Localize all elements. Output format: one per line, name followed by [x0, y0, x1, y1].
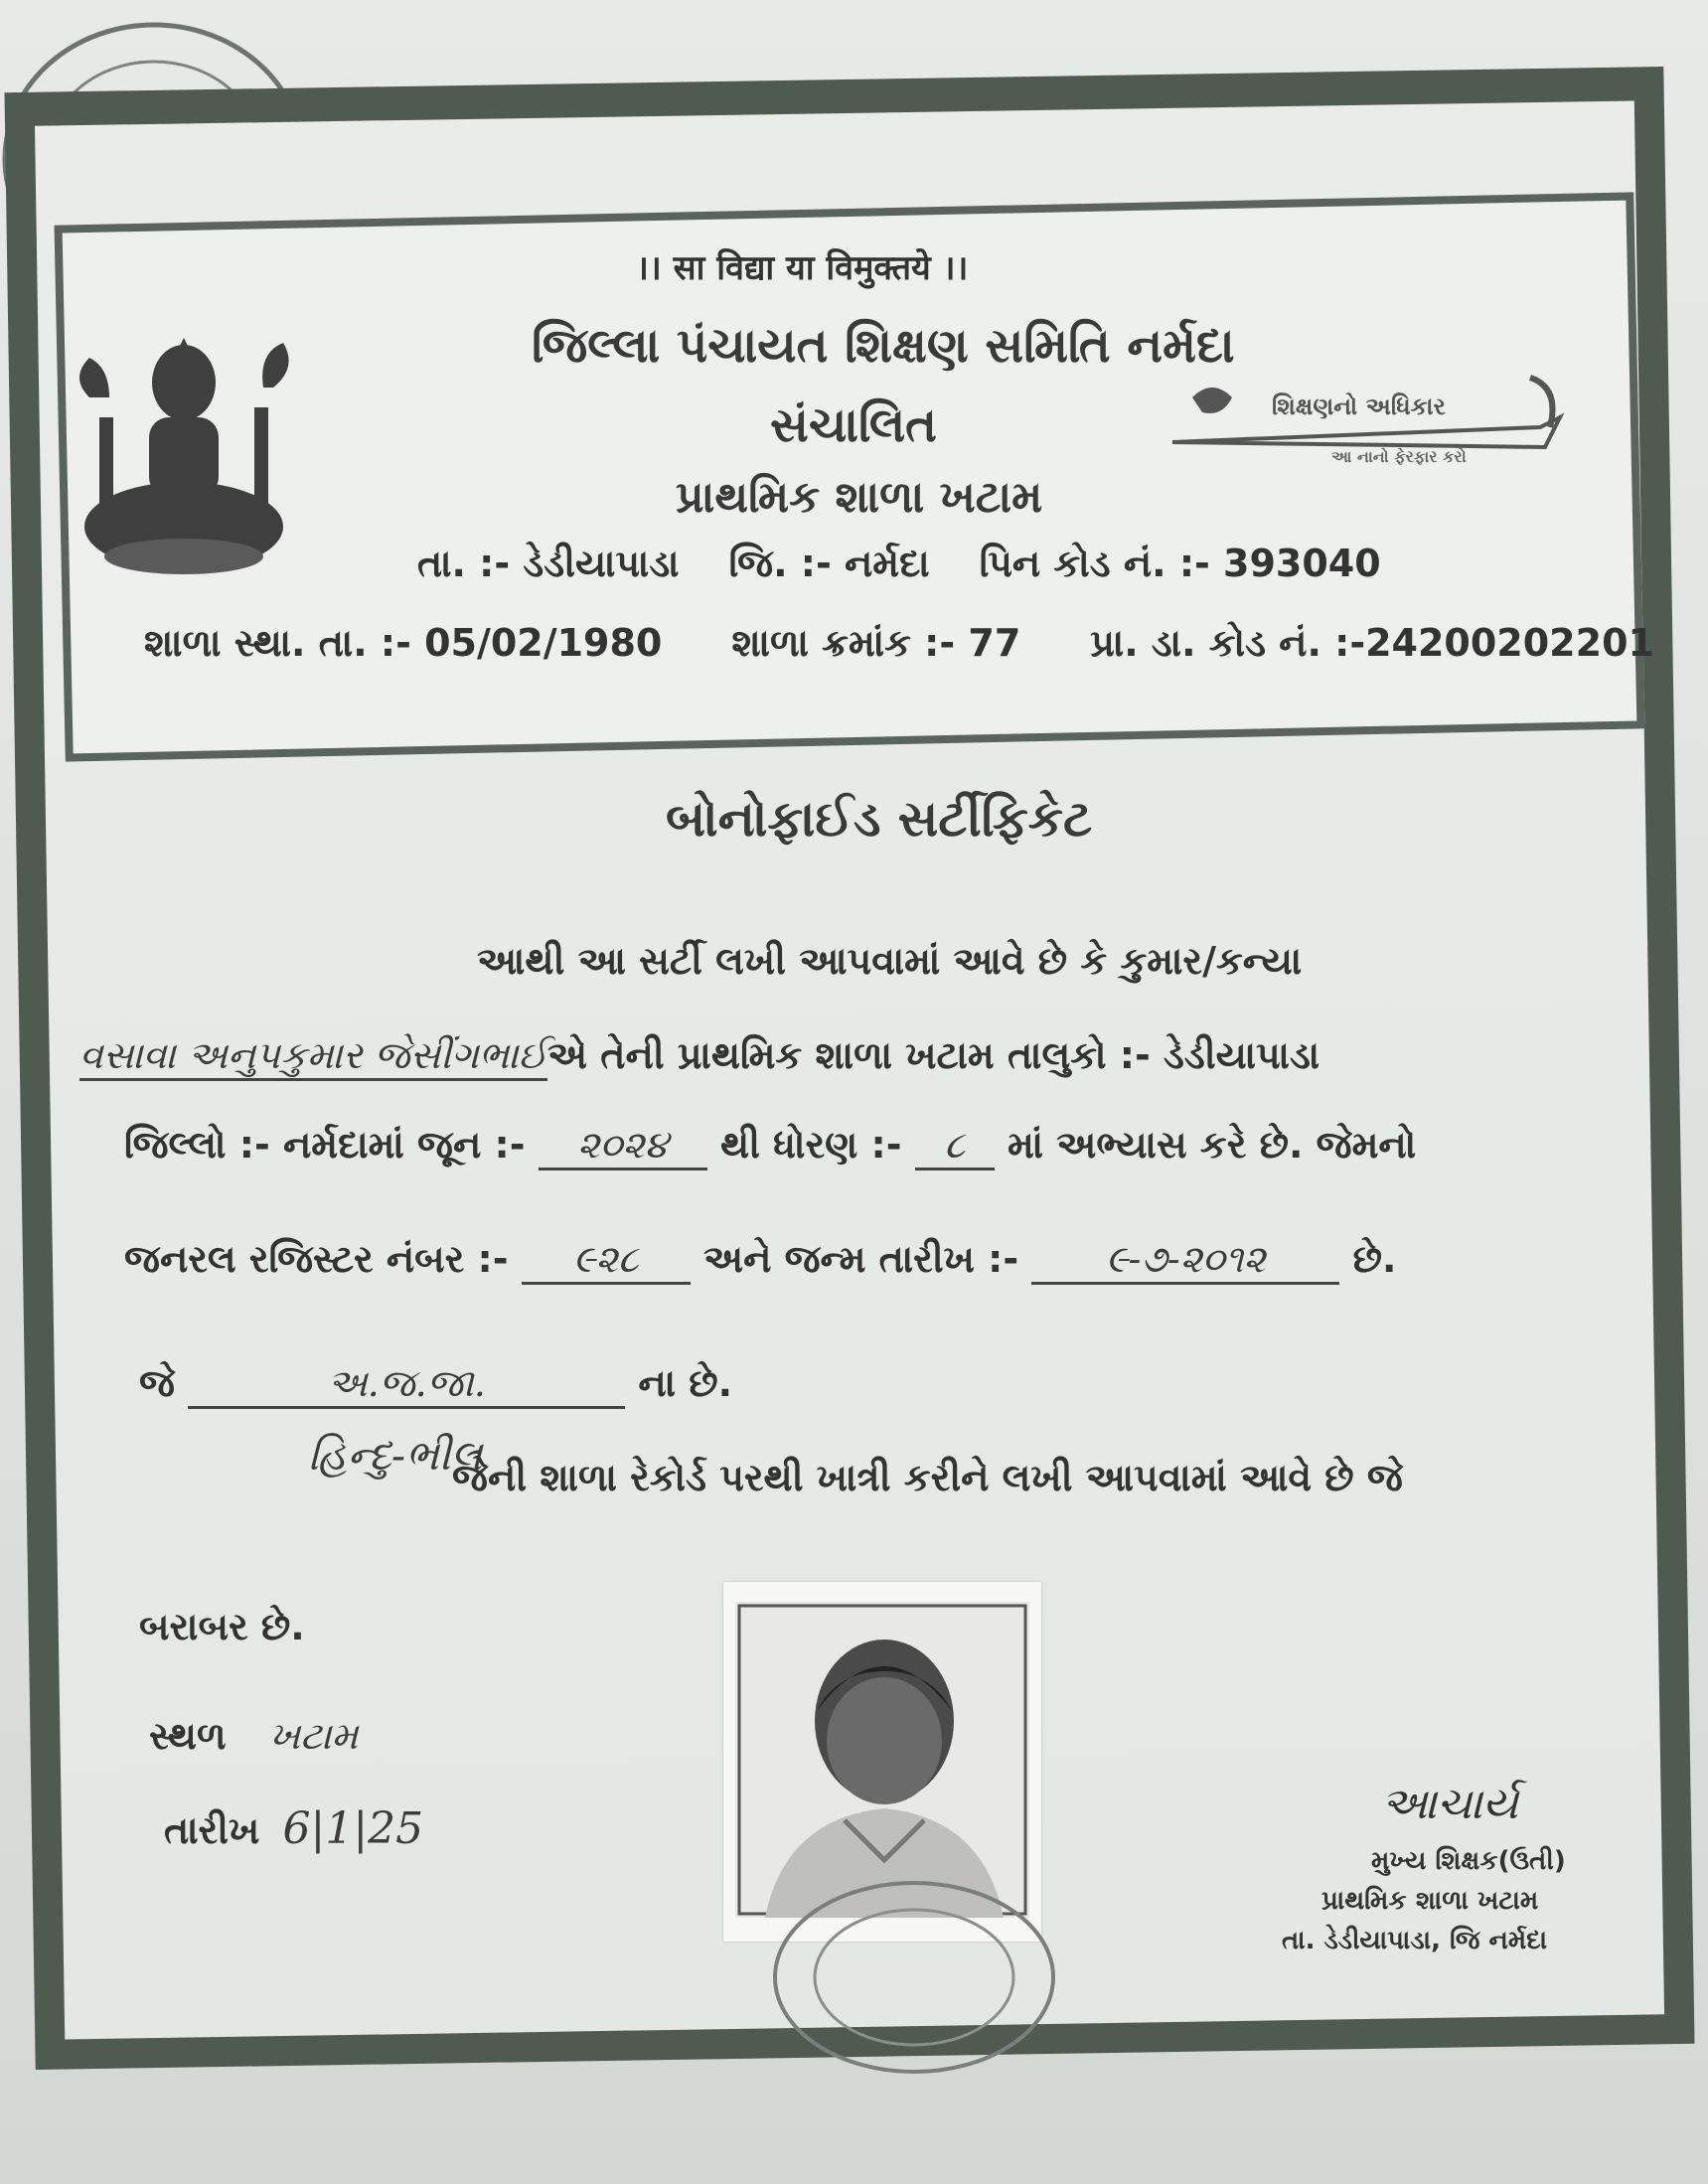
signatory-school: પ્રાથમિક શાળા ખટામ	[1321, 1886, 1539, 1916]
signatory-role: મુખ્ય શિક્ષક(ઉતી)	[1371, 1846, 1566, 1876]
organization-governed: સંચાલિત	[770, 397, 938, 453]
join-year: ૨૦૨૪	[539, 1123, 707, 1170]
gr-number: ૯૨૮	[522, 1237, 691, 1285]
student-name: વસાવા અનુપકુમાર જેસીંગભાઈ	[79, 1033, 547, 1081]
body-line-3	[124, 1123, 1416, 1170]
caste-category: અ.જ.જા.	[188, 1361, 625, 1409]
school-details-line	[144, 621, 1708, 666]
standard-label: થી ધોરણ :-	[719, 1123, 902, 1167]
date-value: 6|1|25	[282, 1803, 424, 1854]
certificate-title: બોનોફાઈડ સર્ટીફિકેટ	[666, 790, 1093, 848]
body-line-1: આથી આ સર્ટી લખી આપવામાં આવે છે કે કુમાર/કન્યા	[477, 939, 1303, 983]
headmaster-signature-block	[1282, 1779, 1630, 1967]
body-line-2-text: એ તેની પ્રાથમિક શાળા ખટામ તાલુકો :- ડેડીયાપાડા	[546, 1033, 1320, 1077]
pencil-icon	[1163, 358, 1590, 497]
body-line-5	[139, 1361, 732, 1409]
sanskrit-motto: ।। सा विद्या या विमुक्तये ।।	[636, 248, 969, 288]
school-name: પ્રાથમિક શાળા ખટામ	[676, 472, 1043, 523]
body-line-4	[124, 1237, 1396, 1285]
dob-label: અને જન્મ તારીખ :-	[702, 1237, 1019, 1281]
school-number: શાળા ક્રમાંક :- 77	[731, 621, 1021, 665]
caste-prefix: જે	[139, 1361, 175, 1405]
district-join-label: જિલ્લો :- નર્મદામાં જૂન :-	[124, 1123, 526, 1167]
round-seal-bottom	[765, 1868, 1063, 2077]
body-line-6: જેની શાળા રેકોર્ડ પરથી ખાત્રી કરીને લખી આપવામાં આવે છે જે	[452, 1456, 1403, 1499]
organization-name: જિલ્લા પંચાયત શિક્ષણ સમિતિ નર્મદા	[532, 318, 1235, 374]
district: જિ. :- નર્મદા	[728, 542, 930, 585]
gr-label: જનરલ રજિસ્ટર નંબર :-	[124, 1237, 509, 1281]
signatory-address: તા. ડેડીયાપાડા, જિ નર્મદા	[1282, 1926, 1548, 1955]
address-line	[417, 542, 1431, 586]
date-line	[164, 1803, 423, 1854]
dise-code: પ્રા. ડા. કોડ નં. :-24200202201	[1090, 621, 1654, 665]
pin-code: પિન કોડ નં. :- 393040	[979, 542, 1381, 585]
rte-stamp	[1163, 358, 1590, 497]
rte-stamp-title: શિક્ષણનો અધિકાર	[1272, 392, 1446, 420]
taluka: તા. :- ડેડીયાપાડા	[417, 542, 680, 585]
standard-value: ૮	[915, 1123, 995, 1170]
place-value: ખટામ	[268, 1714, 359, 1758]
date-label: તારીખ	[164, 1808, 260, 1852]
signature: આચાર્ય	[1381, 1779, 1518, 1829]
religion: હિન્દુ-ભીલ	[308, 1431, 483, 1480]
place-line	[149, 1714, 358, 1759]
date-of-birth: ૯-૭-૨૦૧૨	[1031, 1237, 1339, 1285]
rte-stamp-subtitle: આ નાનો ફેરફાર કરો	[1331, 447, 1467, 466]
caste-suffix: ના છે.	[638, 1361, 733, 1405]
dob-suffix: છે.	[1352, 1237, 1397, 1281]
place-label: સ્થળ	[149, 1714, 227, 1758]
body-line-7: બરાબર છે.	[139, 1605, 305, 1648]
body-line-2	[79, 1033, 1320, 1081]
goddess-emblem-icon	[70, 328, 298, 586]
established-date: શાળા સ્થા. તા. :- 05/02/1980	[144, 621, 663, 665]
study-text: માં અભ્યાસ કરે છે. જેમનો	[1007, 1123, 1417, 1167]
